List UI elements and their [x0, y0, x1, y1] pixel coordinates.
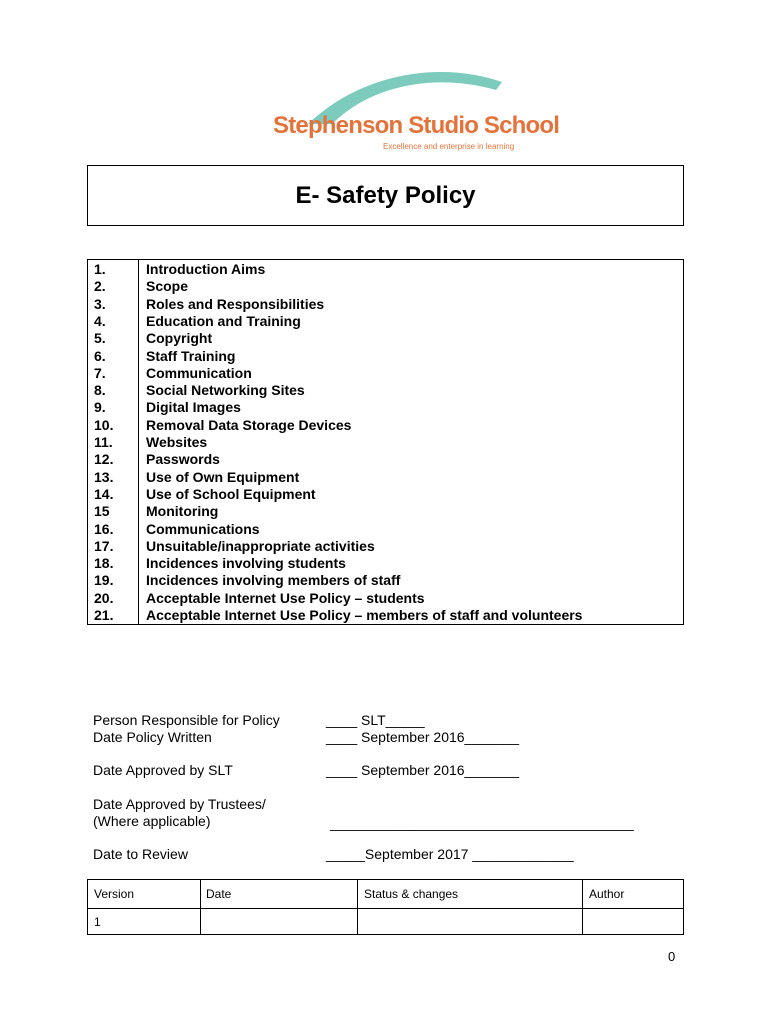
title-box [87, 165, 684, 226]
contents-number: 3. [94, 295, 106, 312]
contents-row [88, 278, 683, 295]
contents-title: Communication [146, 364, 252, 381]
author-header: Author [589, 887, 625, 901]
contents-number: 8. [94, 382, 106, 399]
contents-row [88, 538, 683, 555]
contents-row [88, 296, 683, 313]
date-approved-trustees-note: (Where applicable) [93, 813, 211, 829]
page-title: E- Safety Policy [295, 181, 476, 209]
contents-title: Removal Data Storage Devices [146, 416, 352, 433]
version-header: Version [94, 887, 135, 901]
contents-title: Use of School Equipment [146, 485, 316, 502]
contents-row [88, 313, 683, 330]
contents-number: 13. [94, 468, 114, 485]
contents-row [88, 469, 683, 486]
contents-row [88, 399, 683, 416]
date-approved-trustees-value: _______________________________________ [330, 815, 634, 831]
version-table-col-divider [582, 880, 583, 934]
person-responsible-label: Person Responsible for Policy [93, 712, 280, 728]
contents-title: Passwords [146, 451, 220, 468]
date-to-review-value: _____September 2017 _____________ [326, 846, 574, 862]
contents-row [88, 555, 683, 572]
contents-title: Digital Images [146, 399, 241, 416]
date-written-label: Date Policy Written [93, 729, 212, 745]
contents-number: 2. [94, 278, 106, 295]
contents-number: 19. [94, 572, 114, 589]
contents-number: 10. [94, 416, 114, 433]
contents-row [88, 486, 683, 503]
contents-row [88, 572, 683, 589]
contents-title: Social Networking Sites [146, 382, 305, 399]
contents-row [88, 607, 683, 624]
contents-row [88, 382, 683, 399]
contents-number: 1. [94, 261, 106, 277]
contents-title: Monitoring [146, 503, 219, 520]
contents-title: Acceptable Internet Use Policy – students [146, 589, 425, 606]
date-written-value: ____ September 2016_______ [326, 729, 520, 745]
contents-title: Roles and Responsibilities [146, 295, 325, 312]
status-header: Status & changes [364, 887, 459, 901]
person-responsible-value: ____ SLT_____ [326, 712, 425, 728]
contents-row [88, 451, 683, 468]
contents-row [88, 590, 683, 607]
contents-row [88, 417, 683, 434]
version-table-row-divider [88, 908, 683, 909]
contents-row [88, 261, 683, 278]
contents-row [88, 503, 683, 520]
contents-number: 5. [94, 330, 106, 347]
contents-number: 18. [94, 555, 114, 572]
contents-row [88, 348, 683, 365]
contents-title: Education and Training [146, 312, 301, 329]
page-number: 0 [668, 949, 676, 964]
contents-title: Introduction Aims [146, 261, 266, 277]
logo-name: Stephenson Studio School [273, 112, 560, 139]
contents-title: Incidences involving students [146, 555, 346, 572]
contents-number: 6. [94, 347, 106, 364]
date-approved-slt-value: ____ September 2016_______ [326, 762, 520, 778]
contents-number: 9. [94, 399, 106, 416]
contents-title: Staff Training [146, 347, 236, 364]
contents-table [87, 259, 684, 625]
contents-number: 14. [94, 485, 114, 502]
date-to-review-label: Date to Review [93, 846, 188, 862]
contents-title: Incidences involving members of staff [146, 572, 401, 589]
version-cell: 1 [94, 915, 101, 929]
contents-number: 4. [94, 312, 106, 329]
contents-title: Acceptable Internet Use Policy – members of staff and volunteers [146, 607, 583, 623]
contents-row [88, 434, 683, 451]
contents-title: Copyright [146, 330, 213, 347]
date-approved-slt-label: Date Approved by SLT [93, 762, 233, 778]
contents-number: 16. [94, 520, 114, 537]
contents-title: Unsuitable/inappropriate activities [146, 537, 375, 554]
contents-number: 15 [94, 503, 110, 520]
version-table [87, 879, 684, 935]
contents-title: Websites [146, 434, 208, 450]
contents-number: 21. [94, 607, 114, 623]
version-table-col-divider [357, 880, 358, 934]
logo-tagline: Excellence and enterprise in learning [383, 142, 515, 151]
contents-number: 20. [94, 589, 114, 606]
contents-number: 11. [94, 434, 113, 450]
version-table-col-divider [200, 880, 201, 934]
contents-number: 17. [94, 537, 114, 554]
contents-number: 12. [94, 451, 114, 468]
contents-title: Communications [146, 520, 260, 537]
contents-row [88, 521, 683, 538]
contents-row [88, 365, 683, 382]
school-logo [270, 68, 560, 158]
contents-number: 7. [94, 364, 106, 381]
contents-row [88, 330, 683, 347]
contents-title: Use of Own Equipment [146, 468, 300, 485]
date-header: Date [206, 887, 232, 901]
date-approved-trustees-label: Date Approved by Trustees/ [93, 796, 266, 812]
contents-title: Scope [146, 278, 189, 295]
